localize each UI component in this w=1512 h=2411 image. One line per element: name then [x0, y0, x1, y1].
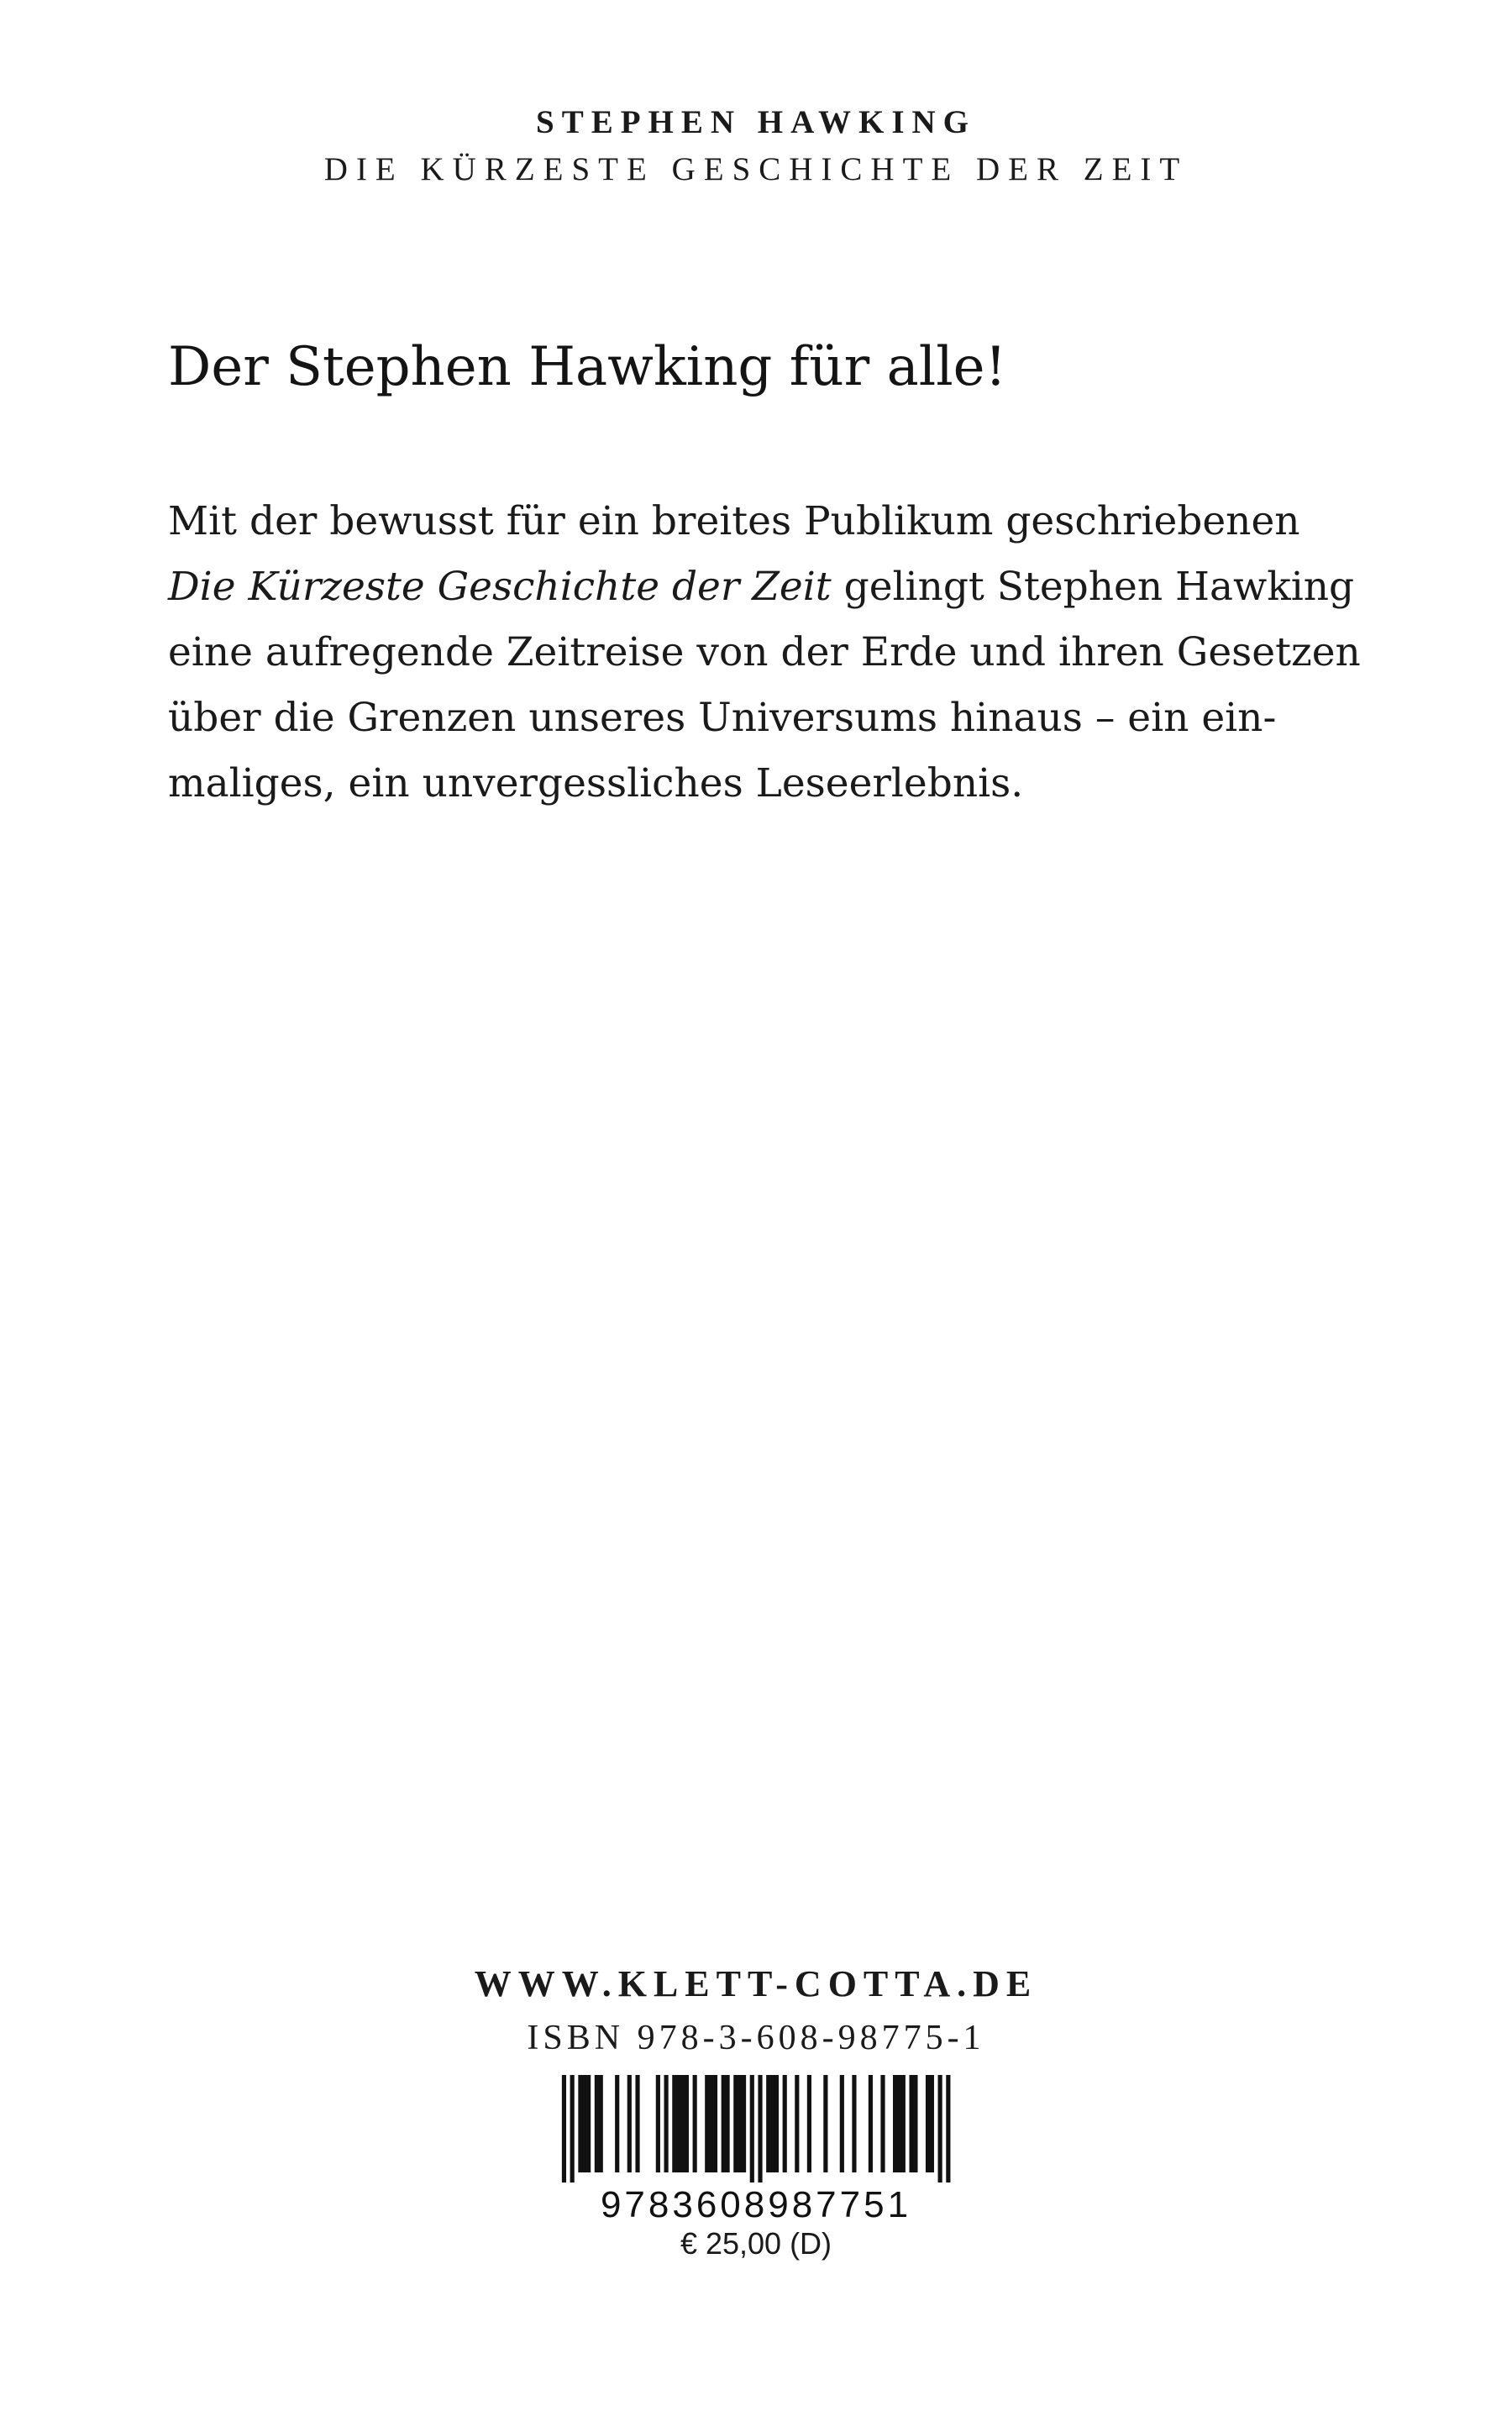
blurb-line: eine aufregende Zeitreise von der Erde und ihren Gesetzen	[168, 629, 1361, 675]
barcode-bar	[709, 2075, 713, 2172]
barcode-bar	[774, 2075, 779, 2172]
barcode-bar	[926, 2075, 930, 2172]
price: € 25,00 (D)	[680, 2226, 832, 2261]
isbn-number: ISBN 978-3-608-98775-1	[527, 2019, 985, 2057]
barcode-bar	[664, 2075, 669, 2172]
barcode-bar	[672, 2075, 676, 2172]
barcode-digits: 9783608987751	[600, 2184, 912, 2225]
barcode-bar	[901, 2075, 906, 2172]
barcode-bar	[880, 2075, 885, 2172]
barcode-bar	[680, 2075, 685, 2172]
book-title: DIE KÜRZESTE GESCHICHTE DER ZEIT	[323, 151, 1189, 187]
barcode-bar	[693, 2075, 697, 2172]
publisher-website[interactable]: WWW.KLETT-COTTA.DE	[474, 1963, 1038, 2004]
barcode-bar	[599, 2075, 603, 2172]
barcode-bar	[758, 2075, 762, 2183]
barcode-bar	[938, 2075, 942, 2183]
blurb-line: maliges, ein unvergessliches Leseerlebnis.	[168, 760, 1024, 806]
barcode-bar	[913, 2075, 917, 2172]
author-name: STEPHEN HAWKING	[536, 104, 976, 140]
barcode-bar	[893, 2075, 897, 2172]
barcode-bar	[770, 2075, 774, 2172]
barcode-bar	[656, 2075, 660, 2172]
headline: Der Stephen Hawking für alle!	[168, 336, 1007, 398]
barcode-bar	[852, 2075, 856, 2172]
blurb-italic-title: Die Kürzeste Geschichte der Zeit	[168, 564, 832, 610]
barcode-bar	[713, 2075, 717, 2172]
barcode-bar	[930, 2075, 934, 2172]
blurb-line: über die Grenzen unseres Universums hinaus – ein ein-	[168, 695, 1277, 741]
barcode-bar	[783, 2075, 787, 2172]
barcode-bar	[615, 2075, 619, 2172]
barcode-bar	[946, 2075, 950, 2183]
barcode-bar	[742, 2075, 746, 2172]
barcode-bar	[676, 2075, 680, 2172]
barcode-bar	[909, 2075, 913, 2172]
barcode-bar	[627, 2075, 632, 2172]
barcode-bar	[685, 2075, 689, 2172]
barcode-bar	[823, 2075, 827, 2172]
barcode-bar	[807, 2075, 811, 2172]
barcode-bars	[558, 2075, 954, 2183]
barcode-bar	[750, 2075, 754, 2183]
barcode	[558, 2075, 954, 2226]
barcode-bar	[738, 2075, 742, 2172]
barcode-bar	[897, 2075, 901, 2172]
blurb-line	[168, 554, 1355, 620]
barcode-bar	[582, 2075, 586, 2172]
barcode-bar	[578, 2075, 582, 2172]
barcode-bar	[869, 2075, 873, 2172]
blurb-line-rest: gelingt Stephen Hawking	[831, 564, 1355, 610]
barcode-bar	[562, 2075, 566, 2183]
barcode-bar	[635, 2075, 639, 2172]
barcode-bar	[586, 2075, 591, 2172]
barcode-bar	[733, 2075, 738, 2172]
blurb-paragraph	[168, 489, 1361, 817]
barcode-bar	[570, 2075, 575, 2183]
barcode-bar	[840, 2075, 844, 2172]
blurb-line: Mit der bewusst für ein breites Publikum geschriebenen	[168, 498, 1300, 544]
publisher-footer	[0, 1957, 1512, 2065]
barcode-bar	[595, 2075, 599, 2172]
barcode-bar	[705, 2075, 709, 2172]
back-cover-header	[0, 99, 1512, 193]
barcode-bar	[766, 2075, 770, 2172]
barcode-bar	[722, 2075, 726, 2172]
barcode-bar	[726, 2075, 730, 2172]
barcode-bar	[795, 2075, 799, 2172]
